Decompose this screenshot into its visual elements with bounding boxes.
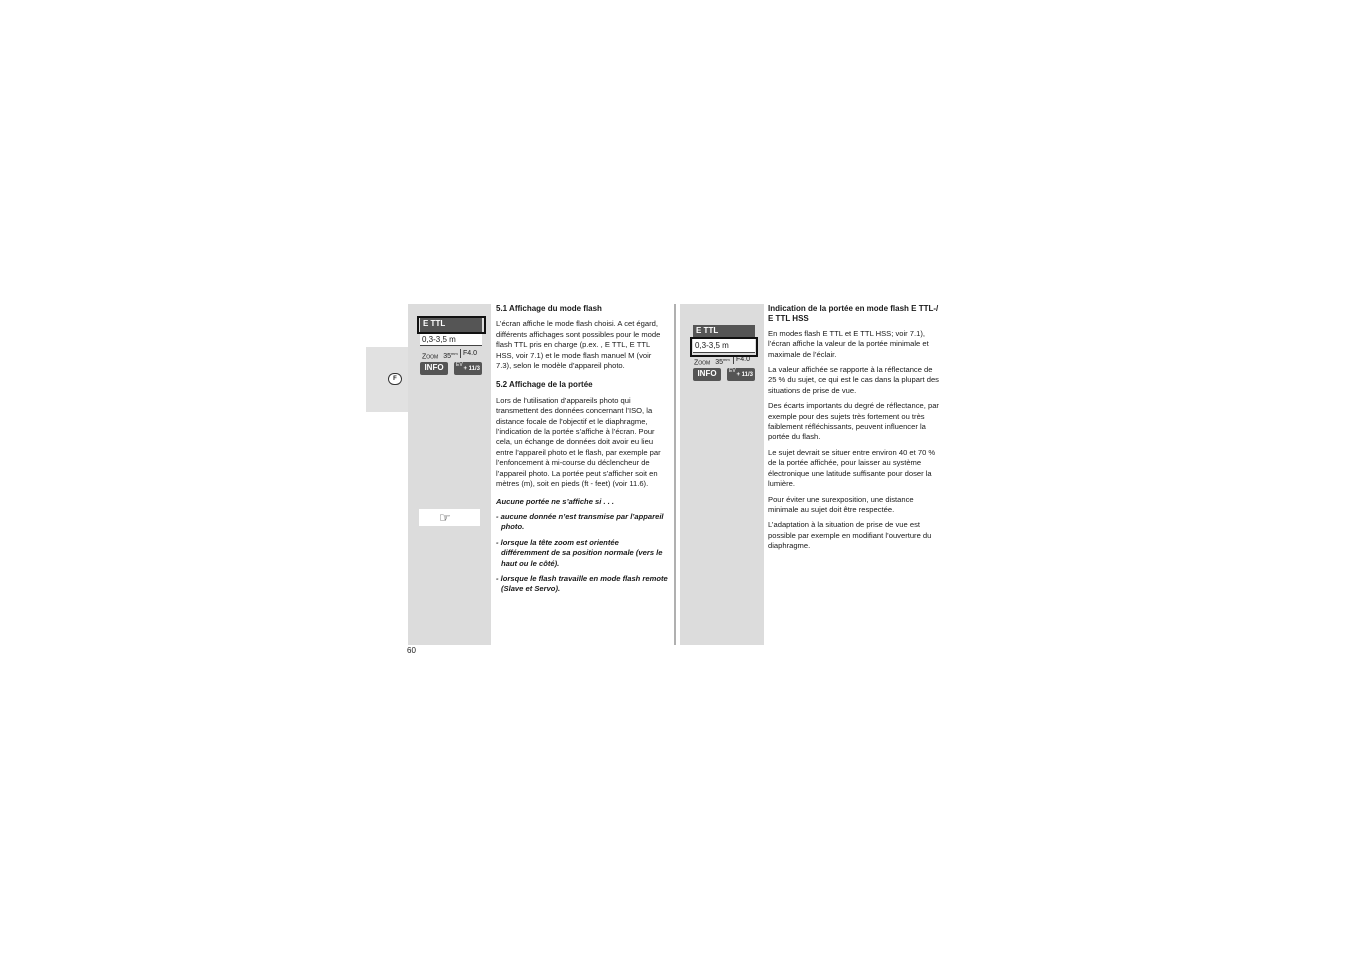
zoom-value: 35 <box>443 353 451 361</box>
left-text-column <box>496 304 668 600</box>
note-box <box>419 509 480 526</box>
zoom-unit: mm <box>722 357 730 362</box>
section-5-2-title: 5.2 Affichage de la portée <box>496 380 593 390</box>
right-paragraph: L’adaptation à la situation de prise de vue est possible par exemple en modifiant l’ouverture du diaphragme. <box>768 520 932 551</box>
right-paragraph: Pour éviter une surexposition, une distance minimale au sujet doit être respectée. <box>768 494 914 514</box>
right-paragraph: La valeur affichée se rapporte à la réflectance de 25 % du sujet, ce qui est le cas dans la plupart des situations de prise de vue. <box>768 365 939 395</box>
ev-label: EV <box>729 368 736 374</box>
page-number: 60 <box>407 646 416 655</box>
zoom-label: Zoom <box>422 353 439 361</box>
language-badge: F <box>388 373 402 385</box>
section-5-2-body: Lors de l’utilisation d’appareils photo qui transmettent des données concernant l’ISO, la distance focale de l’objectif et le diaphragme, l’indication de la portée s’affiche à l’écran. Pour cela, un échange de données doit avoir eu lieu entre l’appareil photo et le flash, par exemple par l’enfoncement à mi-course du déclencheur de l’appareil photo. La portée peut s’afficher soit en mètres (m), soit en pieds (ft - feet) (voir 11.6). <box>496 395 661 489</box>
ev-label: EV <box>456 362 463 368</box>
right-paragraph: Des écarts importants du degré de réflectance, par exemple pour des sujets très fortement ou très faiblement réfléchissants, peuvent influencer la portée du flash. <box>768 401 939 442</box>
zoom-label: Zoom <box>694 359 711 367</box>
right-section-title: Indication de la portée en mode flash E TTL-/ E TTL HSS <box>768 304 939 324</box>
range-indicator: 0,3-3,5 m <box>693 339 755 353</box>
note-item: - aucune donnée n’est transmise par l’appareil photo. <box>496 511 664 532</box>
info-button[interactable]: INFO <box>420 362 448 375</box>
zoom-unit: mm <box>450 351 458 356</box>
right-paragraph: Le sujet devrait se situer entre environ 40 et 70 % de la portée affichée, pour laisser au système électronique une latitude suffisante pour doser la lumière. <box>768 447 936 489</box>
mode-highlight-frame <box>417 316 486 334</box>
note-item: - lorsque la tête zoom est orientée différemment de sa position normale (vers le haut ou le côté). <box>496 537 663 568</box>
right-paragraph: En modes flash E TTL et E TTL HSS; voir 7.1), l’écran affiche la valeur de la portée minimale et maximale de l’éclair. <box>768 328 929 359</box>
ev-button[interactable] <box>454 362 482 375</box>
zoom-value: 35 <box>715 359 723 367</box>
zoom-indicator <box>422 349 458 361</box>
column-divider <box>674 304 676 645</box>
section-5-1-body: L’écran affiche le mode flash choisi. A cet égard, différents affichages sont possibles pour le mode flash TTL pris en charge (p.ex. , E TTL, E TTL HSS, voir 7.1) et le mode flash manuel M (voir 7.3), selon le modèle d’appareil photo. <box>496 319 661 371</box>
flash-mode-indicator: E TTL <box>693 325 755 337</box>
ev-value: + 11/3 <box>463 366 480 372</box>
note-item: - lorsque le flash travaille en mode flash remote (Slave et Servo). <box>496 573 668 594</box>
ev-value: + 11/3 <box>736 372 753 378</box>
pointing-hand-icon: ☞ <box>439 510 451 525</box>
right-text-column <box>768 304 943 557</box>
flash-mode-indicator: E TTL <box>420 318 482 332</box>
aperture-indicator: F4.0 <box>460 349 477 358</box>
note-title: Aucune portée ne s’affiche si . . . <box>496 496 615 506</box>
info-button[interactable]: INFO <box>693 368 721 381</box>
ev-button[interactable] <box>727 368 755 381</box>
section-5-1-title: 5.1 Affichage du mode flash <box>496 304 602 313</box>
aperture-indicator: F4.0 <box>733 355 750 364</box>
range-highlight-frame <box>690 337 758 357</box>
range-indicator: 0,3-3,5 m <box>420 334 482 346</box>
